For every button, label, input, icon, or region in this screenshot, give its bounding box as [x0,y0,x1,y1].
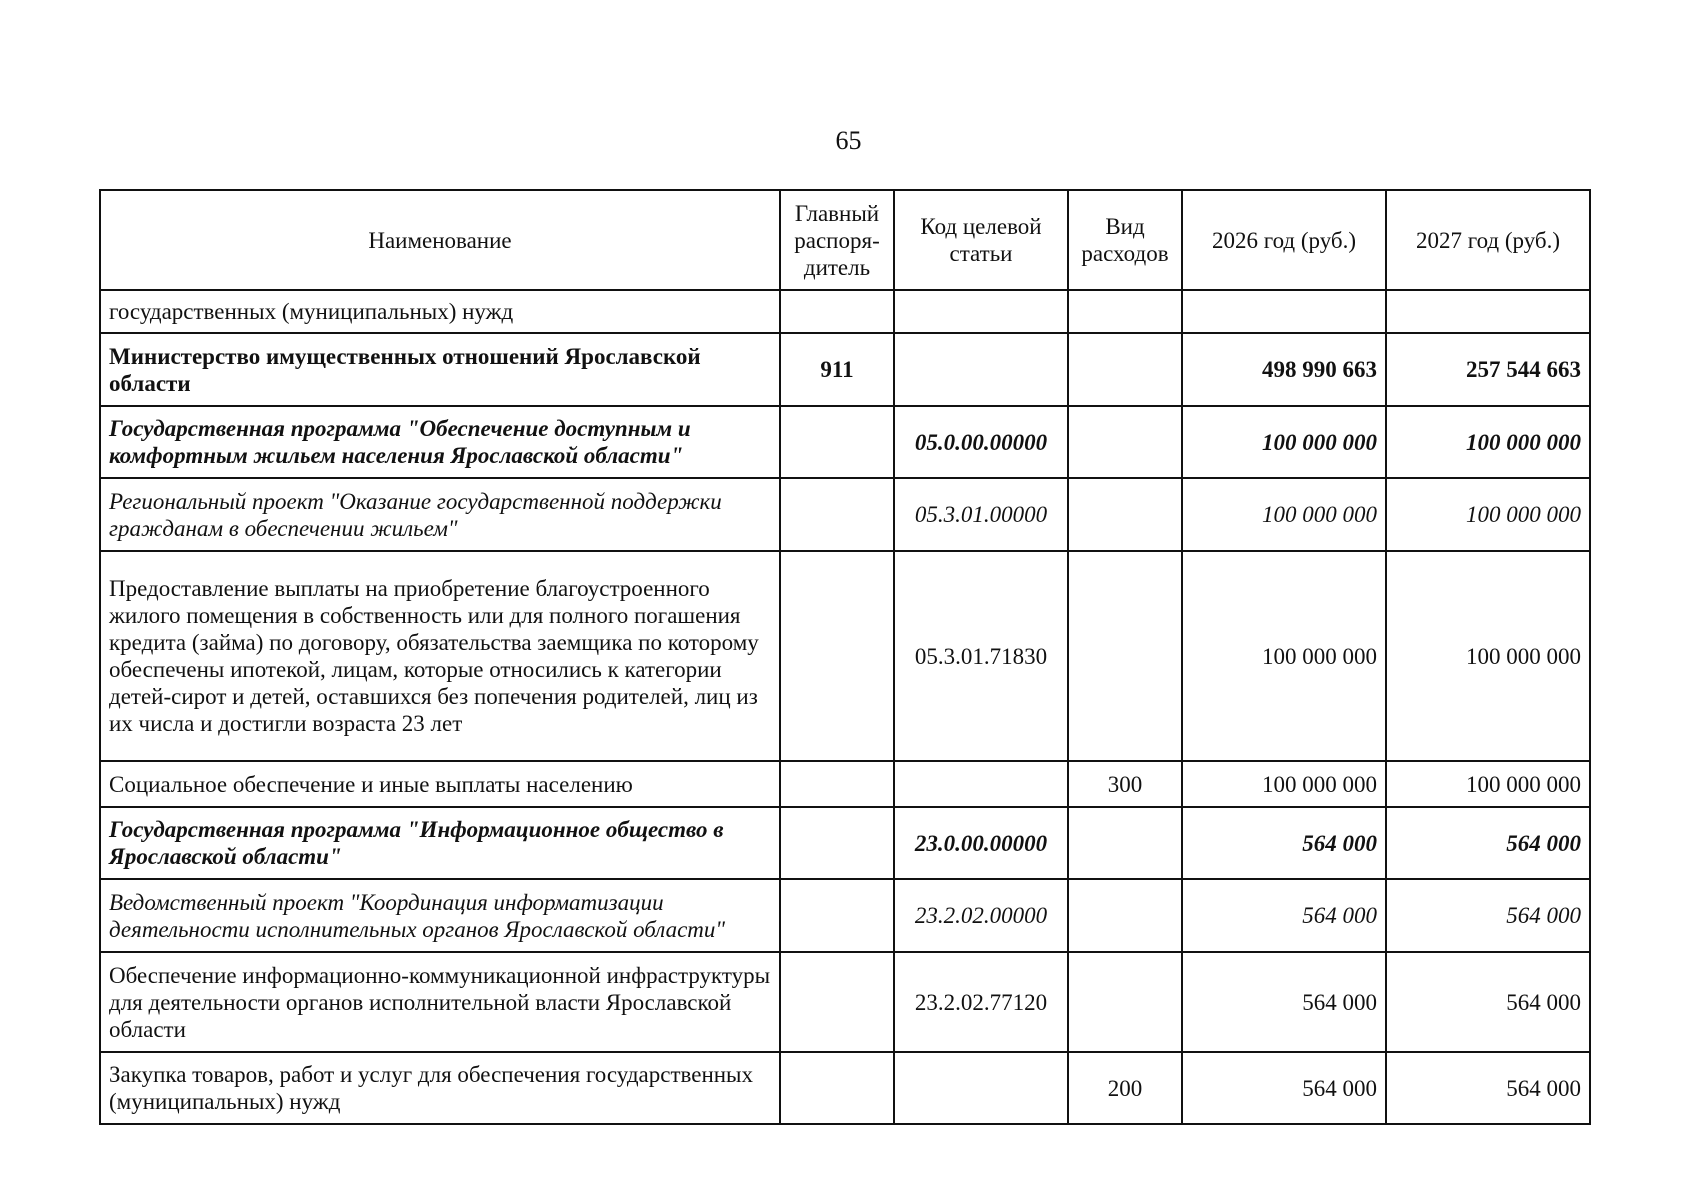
budget-table [99,189,1591,1125]
cell-code: 05.3.01.71830 [894,551,1068,761]
cell-code [894,761,1068,807]
cell-kind [1068,551,1182,761]
table-row [100,551,1590,761]
cell-admin [780,551,894,761]
table-row [100,333,1590,406]
cell-code: 05.0.00.00000 [894,406,1068,478]
cell-admin: 911 [780,333,894,406]
cell-kind [1068,807,1182,879]
cell-name: Ведомственный проект "Координация информатизации деятельности исполнительных органов Ярославской области" [100,879,780,952]
table-row [100,478,1590,551]
cell-admin [780,807,894,879]
cell-2027: 257 544 663 [1386,333,1590,406]
cell-name: Региональный проект "Оказание государственной поддержки гражданам в обеспечении жильем" [100,478,780,551]
cell-kind: 200 [1068,1052,1182,1124]
table-row [100,1052,1590,1124]
cell-admin [780,761,894,807]
header-2027: 2027 год (руб.) [1386,190,1590,290]
table-header-row [100,190,1590,290]
cell-2026: 100 000 000 [1182,761,1386,807]
header-2026: 2026 год (руб.) [1182,190,1386,290]
page-number: 65 [835,126,862,155]
cell-2026: 100 000 000 [1182,551,1386,761]
cell-code [894,333,1068,406]
cell-code: 05.3.01.00000 [894,478,1068,551]
cell-2027: 100 000 000 [1386,406,1590,478]
cell-2027: 564 000 [1386,879,1590,952]
cell-2027: 564 000 [1386,1052,1590,1124]
cell-code: 23.2.02.00000 [894,879,1068,952]
cell-name: Государственная программа "Информационное общество в Ярославской области" [100,807,780,879]
table-row [100,761,1590,807]
cell-name: Предоставление выплаты на приобретение благоустроенного жилого помещения в собственность или для полного погашения кредита (займа) по договору, обязательства заемщика по которому обеспечены ипотекой, лицам, которые относились к категории детей-сирот и детей, оставшихся без попечения родителей, лиц из их числа и достигли возраста 23 лет [100,551,780,761]
cell-2027 [1386,290,1590,333]
cell-kind: 300 [1068,761,1182,807]
header-code: Код целевой статьи [894,190,1068,290]
cell-2027: 100 000 000 [1386,761,1590,807]
cell-2026: 564 000 [1182,1052,1386,1124]
table-row [100,879,1590,952]
cell-2026: 100 000 000 [1182,478,1386,551]
cell-code [894,1052,1068,1124]
cell-admin [780,879,894,952]
cell-2027: 564 000 [1386,952,1590,1052]
cell-2026: 498 990 663 [1182,333,1386,406]
cell-admin [780,478,894,551]
cell-kind [1068,406,1182,478]
table-row [100,952,1590,1052]
cell-2026: 100 000 000 [1182,406,1386,478]
cell-admin [780,290,894,333]
cell-admin [780,952,894,1052]
cell-name: Государственная программа "Обеспечение доступным и комфортным жильем населения Ярославской области" [100,406,780,478]
cell-2027: 100 000 000 [1386,478,1590,551]
cell-admin [780,406,894,478]
cell-kind [1068,952,1182,1052]
cell-code: 23.2.02.77120 [894,952,1068,1052]
cell-kind [1068,879,1182,952]
table-row [100,807,1590,879]
cell-admin [780,1052,894,1124]
cell-2027: 564 000 [1386,807,1590,879]
cell-name: Обеспечение информационно-коммуникационной инфраструктуры для деятельности органов исполнительной власти Ярославской области [100,952,780,1052]
cell-2026 [1182,290,1386,333]
cell-2026: 564 000 [1182,807,1386,879]
cell-2026: 564 000 [1182,879,1386,952]
table-row [100,406,1590,478]
cell-code: 23.0.00.00000 [894,807,1068,879]
cell-name: Социальное обеспечение и иные выплаты населению [100,761,780,807]
cell-2027: 100 000 000 [1386,551,1590,761]
cell-name: Закупка товаров, работ и услуг для обеспечения государственных (муниципальных) нужд [100,1052,780,1124]
header-admin: Главный распоря-дитель [780,190,894,290]
header-kind: Вид расходов [1068,190,1182,290]
cell-2026: 564 000 [1182,952,1386,1052]
cell-kind [1068,333,1182,406]
cell-kind [1068,290,1182,333]
cell-kind [1068,478,1182,551]
cell-name: государственных (муниципальных) нужд [100,290,780,333]
table-row [100,290,1590,333]
cell-code [894,290,1068,333]
header-name: Наименование [100,190,780,290]
cell-name: Министерство имущественных отношений Ярославской области [100,333,780,406]
